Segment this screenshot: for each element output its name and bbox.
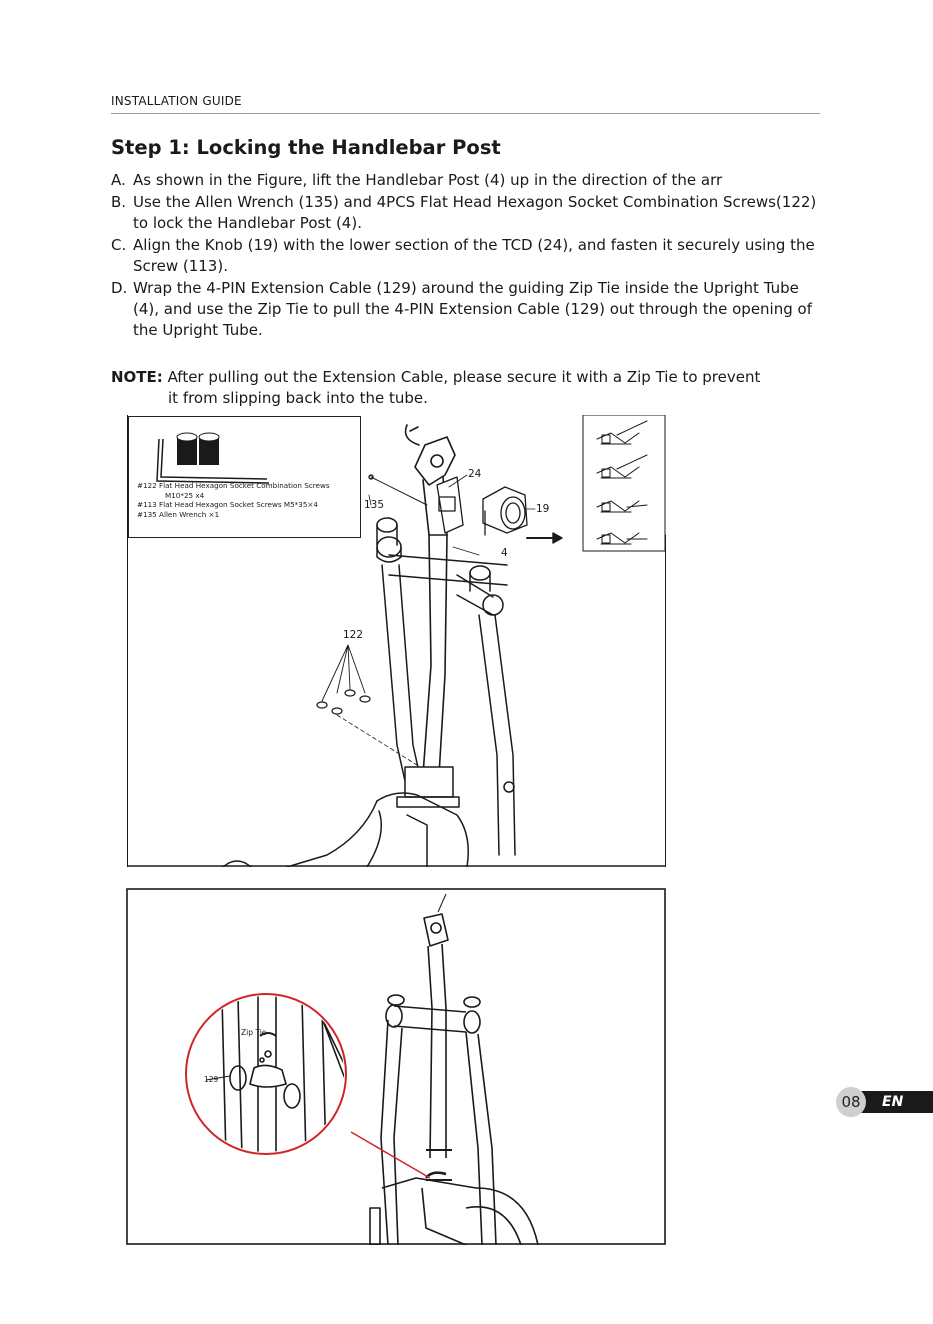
header-divider <box>111 113 820 114</box>
parts-line-135: #135 Allen Wrench ×1 <box>137 509 220 519</box>
figure-2-illustration <box>126 888 666 1245</box>
step-text: Use the Allen Wrench (135) and 4PCS Flat Head Hexagon Socket Combination Screws(122) to lock the Handlebar Post (4). <box>133 193 817 232</box>
callout-4: 4 <box>501 547 508 559</box>
step-letter: B. <box>111 193 127 211</box>
instruction-list <box>111 170 826 341</box>
parts-line-113: #113 Flat Head Hexagon Socket Screws M5*35×4 <box>137 500 318 510</box>
step-d <box>111 278 826 341</box>
zoom-leader <box>351 1132 430 1178</box>
callout-135: 135 <box>364 499 385 511</box>
note-label: NOTE: <box>111 368 163 386</box>
page-number-tab <box>836 1087 933 1117</box>
left-upright <box>377 518 507 790</box>
step-text: Wrap the 4-PIN Extension Cable (129) around the guiding Zip Tie inside the Upright Tube (4), and use the Zip Tie to pull the 4-PIN Extension Cable (129) out through the opening of the Upright Tube. <box>133 279 812 339</box>
base-housing <box>223 767 468 867</box>
handlebar-post <box>406 425 456 775</box>
allen-wrench-and-screws-icon <box>149 427 279 487</box>
callout-24: 24 <box>468 468 482 480</box>
note <box>111 367 826 409</box>
screws-122 <box>317 645 417 765</box>
callout-19: 19 <box>536 503 550 515</box>
parts-list-text <box>137 481 330 519</box>
step-a <box>111 170 826 191</box>
section-header: INSTALLATION GUIDE <box>111 94 242 108</box>
callout-122: 122 <box>343 629 364 641</box>
note-line2: it from slipping back into the tube. <box>168 389 428 407</box>
step-c <box>111 235 826 277</box>
tcd-module <box>437 477 463 533</box>
page-title: Step 1: Locking the Handlebar Post <box>111 136 501 159</box>
parts-line-122-size: M10*25 x4 <box>165 490 205 500</box>
cable-129-label: 129 <box>204 1075 219 1084</box>
step-text: As shown in the Figure, lift the Handlebar Post (4) up in the direction of the arr <box>133 171 723 189</box>
parts-list-box <box>128 416 361 538</box>
language-code: EN <box>882 1094 904 1110</box>
step-letter: A. <box>111 171 126 189</box>
zoom-detail-circle <box>186 988 356 1158</box>
zip-tie-label: Zip Tie <box>241 1028 267 1037</box>
parts-line-122: #122 Flat Head Hexagon Socket Combination Screws <box>137 481 330 490</box>
knob-assembly <box>483 487 527 535</box>
step-text: Align the Knob (19) with the lower section of the TCD (24), and fasten it securely using the Screw (113). <box>133 236 815 275</box>
right-upright <box>457 566 515 855</box>
step-letter: C. <box>111 236 127 254</box>
step-b <box>111 192 826 234</box>
page-number: 08 <box>836 1087 866 1117</box>
note-line1: After pulling out the Extension Cable, please secure it with a Zip Tie to prevent <box>167 368 761 386</box>
step-letter: D. <box>111 279 128 297</box>
